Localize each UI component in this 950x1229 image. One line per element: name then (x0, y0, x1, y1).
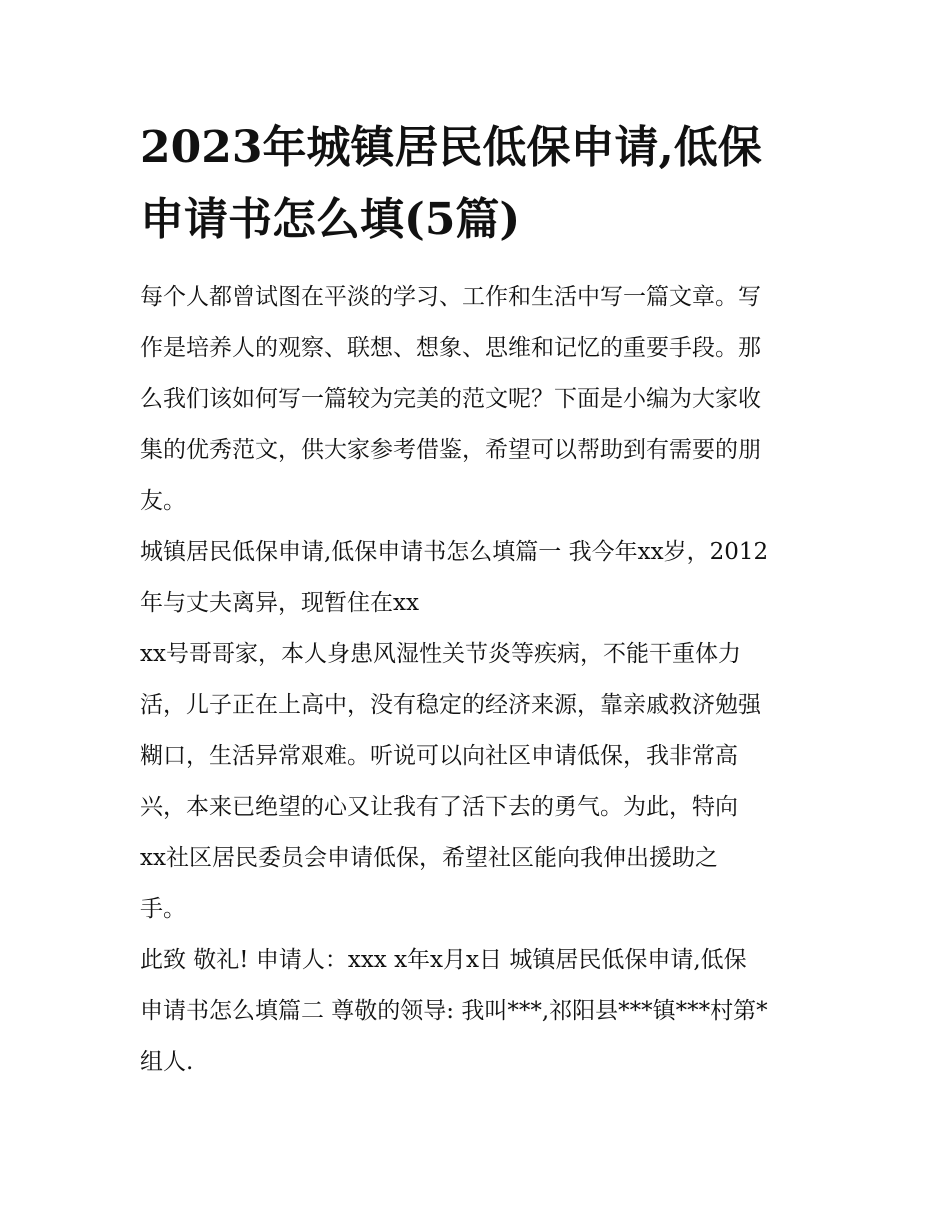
text-line: 组人. (140, 1049, 194, 1075)
text-line: 城镇居民低保申请,低保申请书怎么填篇一 我今年xx岁，2012 (140, 539, 769, 565)
document-body (140, 272, 816, 1088)
text-line: 么我们该如何写一篇较为完美的范文呢？下面是小编为大家收 (140, 386, 761, 412)
text-line: 每个人都曾试图在平淡的学习、工作和生活中写一篇文章。写 (140, 284, 761, 310)
page-title (140, 112, 820, 256)
text-line: xx号哥哥家，本人身患风湿性关节炎等疾病，不能干重体力 (140, 641, 741, 667)
paragraph-article-one-body (140, 629, 816, 935)
text-line: 此致 敬礼! 申请人：xxx x年x月x日 城镇居民低保申请,低保 (140, 947, 747, 973)
text-line: 年与丈夫离异，现暂住在xx (140, 590, 419, 616)
text-line: 兴，本来已绝望的心又让我有了活下去的勇气。为此，特向 (140, 794, 738, 820)
paragraph-article-one-start (140, 527, 816, 629)
text-line: 手。 (140, 896, 186, 922)
text-line: 集的优秀范文，供大家参考借鉴，希望可以帮助到有需要的朋 (140, 437, 761, 463)
paragraph-closing-and-article-two (140, 935, 816, 1088)
text-line: 申请书怎么填篇二 尊敬的领导: 我叫***,祁阳县***镇***村第* (140, 998, 768, 1024)
paragraph-intro (140, 272, 816, 527)
text-line: 糊口，生活异常艰难。听说可以向社区申请低保，我非常高 (140, 743, 738, 769)
text-line: 活，儿子正在上高中，没有稳定的经济来源，靠亲戚救济勉强 (140, 692, 761, 718)
title-line: 申请书怎么填(5篇) (140, 194, 521, 245)
title-line: 2023年城镇居民低保申请,低保 (140, 122, 762, 173)
text-line: 作是培养人的观察、联想、想象、思维和记忆的重要手段。那 (140, 335, 761, 361)
text-line: xx社区居民委员会申请低保，希望社区能向我伸出援助之 (140, 845, 718, 871)
text-line: 友。 (140, 488, 186, 514)
